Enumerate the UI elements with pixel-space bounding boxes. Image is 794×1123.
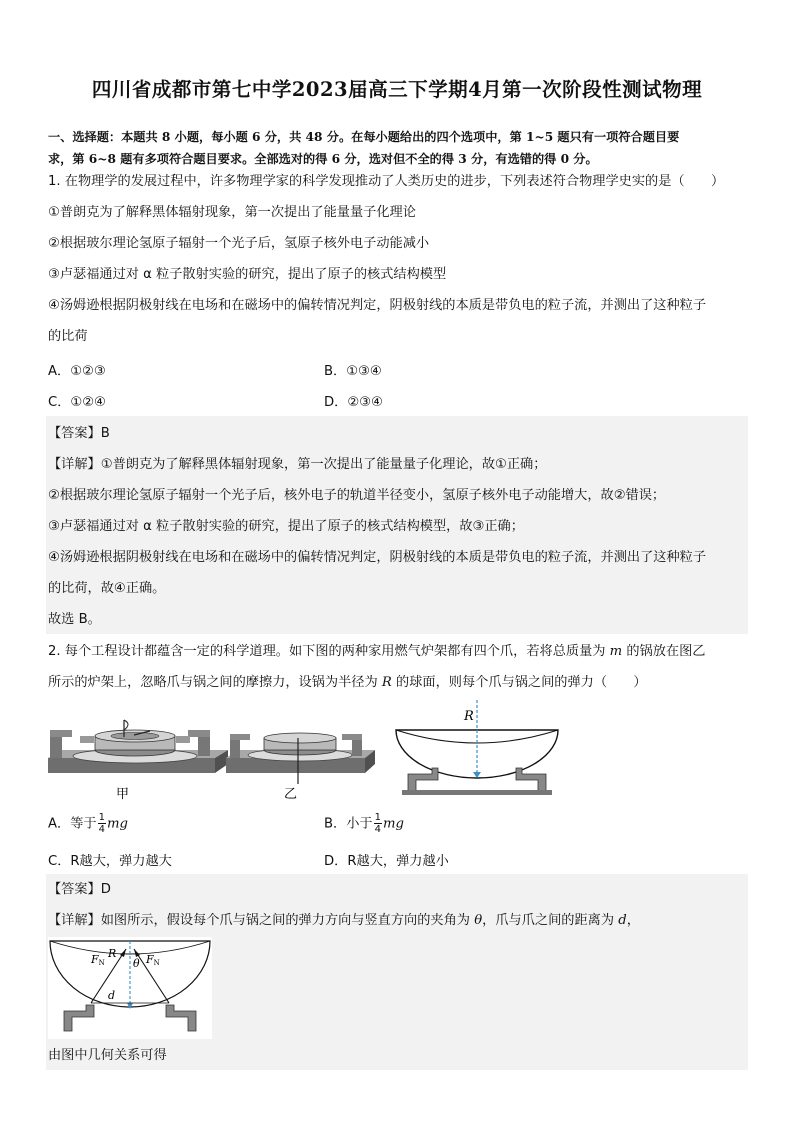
force-label-right: FN bbox=[146, 953, 160, 967]
statement-2: ②根据玻尔理论氢原子辐射一个光子后，氢原子核外电子动能减小 bbox=[48, 236, 430, 251]
statement-3: ③卢瑟福通过对 α 粒子散射实验的研究，提出了原子的核式结构模型 bbox=[48, 267, 447, 282]
question-1-stem: 1. 在物理学的发展过程中，许多物理学家的科学发现推动了人类历史的进步，下列表述符合物理学史实的是（ ） bbox=[48, 174, 725, 189]
statement-1: ①普朗克为了解释黑体辐射现象，第一次提出了能量量子化理论 bbox=[48, 205, 416, 220]
q1-option-c[interactable]: C．①②④ bbox=[48, 395, 106, 410]
q2-detail-2: 由图中几何关系可得 bbox=[48, 1048, 167, 1063]
section-instructions bbox=[48, 126, 748, 170]
q1-conclusion: 故选 B。 bbox=[48, 612, 101, 627]
q2-answer-block bbox=[48, 874, 748, 936]
question-2-stem-1: 2. 每个工程设计都蕴含一定的科学道理。如下图的两种家用燃气炉架都有四个爪，若将总质量为 m 的锅放在图乙 bbox=[48, 644, 706, 659]
fraction-one-quarter: $\frac{1}{4}$ bbox=[374, 812, 381, 835]
q1-answer: 【答案】B bbox=[48, 426, 110, 441]
question-2 bbox=[48, 636, 754, 698]
q2-option-a[interactable]: A．等于 $\frac{1}{4}$ mg bbox=[48, 812, 128, 835]
figure-label-R: R bbox=[464, 709, 474, 724]
q1-detail-4-cont: 的比荷，故④正确。 bbox=[48, 581, 166, 596]
q1-detail-2: ②根据玻尔理论氢原子辐射一个光子后，核外电子的轨道半径变小，氢原子核外电子动能增大，故②错误； bbox=[48, 488, 666, 503]
page-title: 四川省成都市第七中学2023届高三下学期4月第一次阶段性测试物理 bbox=[91, 78, 703, 101]
radius-label: R bbox=[108, 947, 117, 960]
bowl-on-stand-illustration bbox=[396, 700, 558, 795]
q2-detail-1: 【详解】如图所示，假设每个爪与锅之间的弹力方向与竖直方向的夹角为 θ，爪与爪之间的距离为 d， bbox=[48, 913, 640, 928]
stove-figure bbox=[40, 698, 580, 802]
q2-option-d[interactable]: D．R越大，弹力越小 bbox=[324, 854, 449, 869]
q2-option-c[interactable]: C．R越大，弹力越大 bbox=[48, 854, 172, 869]
q1-detail-1: 【详解】①普朗克为了解释黑体辐射现象，第一次提出了能量量子化理论，故①正确； bbox=[48, 457, 547, 472]
angle-label: θ bbox=[133, 957, 140, 970]
distance-label: d bbox=[108, 989, 116, 1002]
q2-detail-2-wrap bbox=[48, 1040, 748, 1071]
q1-option-d[interactable]: D．②③④ bbox=[324, 395, 383, 410]
question-2-stem-2: 所示的炉架上，忽略爪与锅之间的摩擦力，设锅为半径为 R 的球面，则每个爪与锅之间的弹力（ ） bbox=[48, 675, 647, 690]
figure-label-jia: 甲 bbox=[116, 787, 130, 802]
stove-jia-illustration bbox=[48, 720, 228, 773]
q2-answer: 【答案】D bbox=[48, 882, 111, 897]
force-diagram bbox=[48, 937, 212, 1039]
statement-4: ④汤姆逊根据阴极射线在电场和在磁场中的偏转情况判定，阴极射线的本质是带负电的粒子流，并测出了这种粒子 bbox=[48, 298, 707, 313]
question-1 bbox=[48, 166, 754, 352]
q2-option-b[interactable]: B．小于 $\frac{1}{4}$ mg bbox=[324, 812, 404, 835]
q1-option-b[interactable]: B．①③④ bbox=[324, 364, 382, 379]
section-line-1: 一、选择题：本题共 8 小题，每小题 6 分，共 48 分。在每小题给出的四个选项中，第 1~5 题只有一项符合题目要 bbox=[48, 130, 680, 144]
statement-4-cont: 的比荷 bbox=[48, 329, 88, 344]
figure-label-yi: 乙 bbox=[284, 787, 298, 802]
q1-option-a[interactable]: A．①②③ bbox=[48, 364, 106, 379]
force-label-left: FN bbox=[91, 953, 105, 967]
q1-detail-3: ③卢瑟福通过对 α 粒子散射实验的研究，提出了原子的核式结构模型，故③正确； bbox=[48, 519, 524, 534]
fraction-one-quarter: $\frac{1}{4}$ bbox=[98, 812, 105, 835]
q1-detail-4: ④汤姆逊根据阴极射线在电场和在磁场中的偏转情况判定，阴极射线的本质是带负电的粒子流，并测出了这种粒子 bbox=[48, 550, 707, 565]
stove-yi-illustration bbox=[226, 733, 375, 784]
section-line-2: 求，第 6~8 题有多项符合题目要求。全部选对的得 6 分，选对但不全的得 3 分，有选错的得 0 分。 bbox=[48, 152, 598, 166]
q1-answer-block bbox=[48, 418, 748, 635]
